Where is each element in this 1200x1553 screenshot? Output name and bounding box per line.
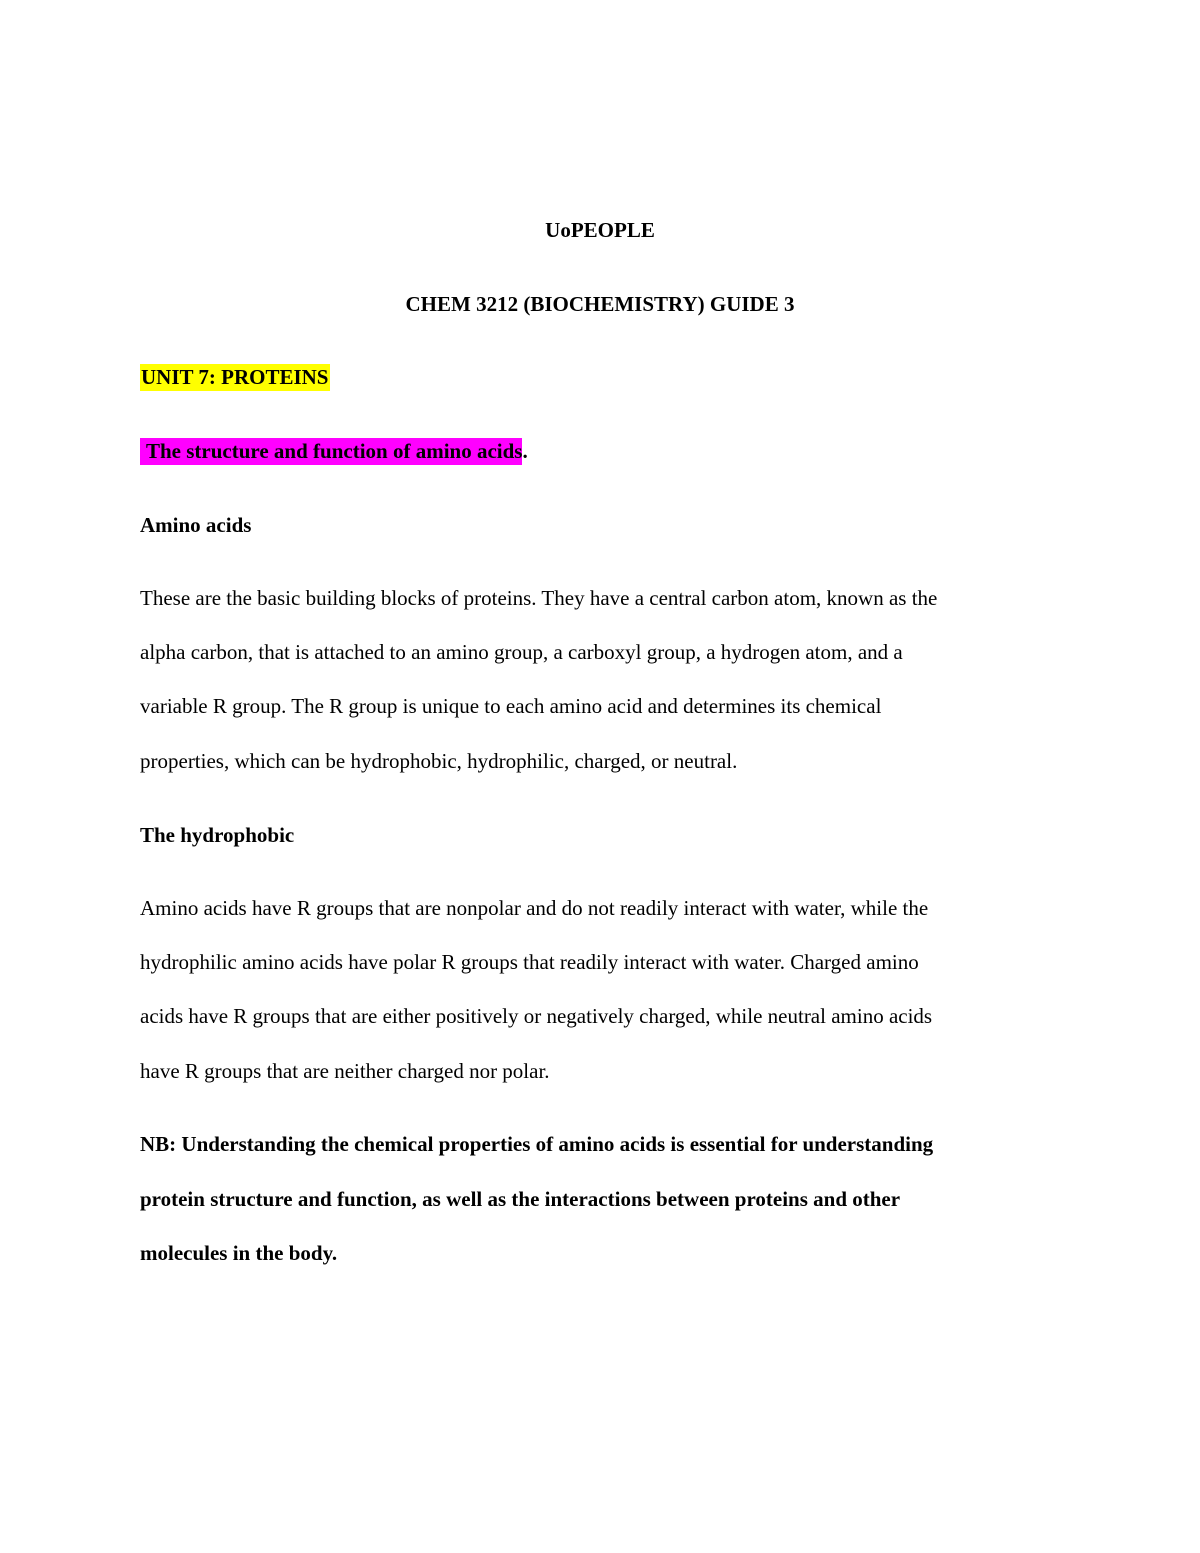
paragraph-line: hydrophilic amino acids have polar R groups that readily interact with water. Charged amino [140,950,919,974]
note-line: protein structure and function, as well as the interactions between proteins and other [140,1187,901,1211]
paragraph-line: These are the basic building blocks of proteins. They have a central carbon atom, known as the [140,586,938,610]
note-line: NB: Understanding the chemical properties of amino acids is essential for understanding [140,1132,934,1156]
unit-heading-highlight: UNIT 7: PROTEINS [141,365,329,389]
paragraph-line: have R groups that are neither charged nor polar. [140,1059,550,1083]
paragraph-line: Amino acids have R groups that are nonpolar and do not readily interact with water, while the [140,896,929,920]
paragraph-line: alpha carbon, that is attached to an amino group, a carboxyl group, a hydrogen atom, and a [140,640,903,664]
topic-heading-suffix: . [522,439,528,463]
paragraph-line: properties, which can be hydrophobic, hydrophilic, charged, or neutral. [140,749,738,773]
topic-heading-highlight: The structure and function of amino acids [140,438,522,465]
section-heading-amino-acids: Amino acids [140,513,252,537]
paragraph-line: variable R group. The R group is unique to each amino acid and determines its chemical [140,694,882,718]
section-heading-hydrophobic: The hydrophobic [140,823,295,847]
institution-name: UoPEOPLE [545,218,655,242]
unit-heading [140,364,330,390]
course-title: CHEM 3212 (BIOCHEMISTRY) GUIDE 3 [405,292,795,316]
note-line: molecules in the body. [140,1241,338,1265]
topic-heading [140,438,528,464]
paragraph-line: acids have R groups that are either positively or negatively charged, while neutral amino acids [140,1004,933,1028]
